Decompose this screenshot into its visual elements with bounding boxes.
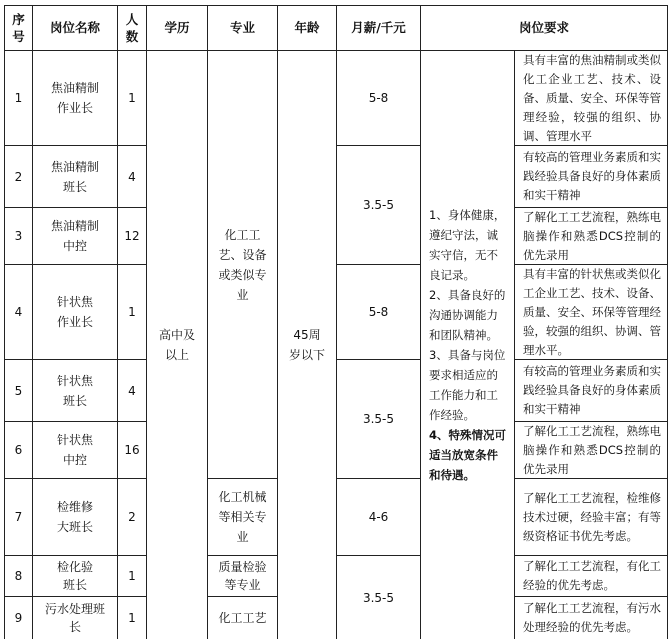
row5-count: 4: [128, 383, 136, 398]
row3-seq: 3: [14, 229, 23, 243]
header-salary: [337, 6, 420, 50]
header-requirements-label: 岗位要求: [518, 20, 569, 35]
header-seq-line1: 序: [12, 12, 25, 27]
major-quality: 质量检验等专业: [218, 560, 267, 592]
row7-seq: 7: [14, 510, 23, 524]
row6-name: 针状焦 中控: [56, 433, 93, 467]
major-chemical: 化工工艺: [218, 611, 267, 625]
col-border-count: [146, 5, 147, 639]
row9-seq: 9: [14, 611, 23, 625]
header-age: [278, 6, 336, 50]
general-item4: 4、特殊情况可适当放宽条件和待遇。: [429, 428, 507, 482]
row2-requirement: 有较高的管理业务素质和实践经验具备良好的身体素质和实干精神: [523, 150, 661, 202]
row3-name: 焦油精制 中控: [50, 219, 99, 253]
general-item1: 1、身体健康，遵纪守法，诚实守信，无不良记录。: [429, 208, 506, 282]
salary-row8-9: 3.5-5: [362, 590, 395, 605]
row4-count: 1: [128, 305, 136, 319]
row6-count: 16: [124, 443, 140, 457]
row5-seq: 5: [14, 383, 23, 398]
row8-seq: 8: [14, 569, 23, 583]
header-education: [147, 6, 207, 50]
salary-row7: 4-6: [368, 510, 389, 524]
row3-count: 12: [124, 229, 140, 243]
row6-requirement: 了解化工工艺流程，熟练电脑操作和熟悉DCS控制的优先录用: [523, 423, 661, 476]
row2-name: 焦油精制 班长: [50, 159, 99, 194]
row2-seq: 2: [14, 169, 23, 184]
general-item2: 2、具备良好的沟通协调能力和团队精神。: [429, 288, 506, 342]
education-cell: 高中及以上: [158, 328, 195, 362]
general-requirements: [421, 51, 514, 639]
age-cell: 45周岁以下: [289, 328, 326, 362]
row9-count: 1: [128, 611, 136, 625]
row3-requirement: 了解化工工艺流程，熟练电脑操作和熟悉DCS控制的优先录用: [523, 209, 661, 262]
header-salary-label: 月薪/千元: [351, 20, 406, 35]
header-count-line1: 人: [125, 12, 139, 27]
header-requirements: [421, 6, 667, 50]
general-item3: 3、具备与岗位要求相适应的工作能力和工作经验。: [429, 348, 506, 422]
major-machinery: 化工机械等相关专业: [218, 490, 267, 544]
row8-requirement: 了解化工工艺流程，有化工经验的优先考虑。: [523, 559, 661, 592]
row8-name: 检化验 班长: [56, 560, 93, 592]
row1-count: 1: [128, 91, 136, 105]
row5-name: 针状焦 班长: [56, 373, 93, 408]
header-major: [208, 6, 277, 50]
row7-count: 2: [128, 510, 136, 524]
header-seq-line2: 号: [12, 29, 25, 44]
row1-name: 焦油精制 作业长: [50, 81, 99, 115]
row7-name: 检维修 大班长: [56, 500, 93, 534]
header-seq: [5, 6, 32, 50]
row7-requirement: 了解化工工艺流程，检维修技术过硬，经验丰富；有等级资格证书优先考虑。: [523, 490, 661, 543]
header-age-label: 年龄: [294, 20, 320, 35]
row4-seq: 4: [14, 305, 23, 319]
row1-requirement: 具有丰富的焦油精制或类似化工企业工艺、技术、设备、质量、安全、环保等管理经验，较强的组织、协调、管理水平: [523, 52, 661, 143]
row8-count: 1: [128, 569, 136, 583]
header-position-label: 岗位名称: [49, 20, 100, 35]
salary-row1: 5-8: [368, 91, 389, 105]
header-count: [118, 6, 146, 50]
header-position: [33, 6, 117, 50]
row9-name: 污水处理班 长: [44, 602, 105, 634]
salary-row4: 5-8: [368, 305, 389, 319]
row5-requirement: 有较高的管理业务素质和实践经验具备良好的身体素质和实干精神: [523, 364, 661, 416]
salary-row5-6: 3.5-5: [362, 412, 395, 426]
col-border-major: [277, 5, 278, 639]
header-count-line2: 数: [125, 29, 139, 44]
header-education-label: 学历: [164, 20, 190, 35]
salary-row2-3: 3.5-5: [362, 198, 395, 212]
major-chemical-similar: 化工工艺、设备或类似专业: [218, 227, 267, 302]
row9-requirement: 了解化工工艺流程，有污水处理经验的优先考虑。: [523, 601, 661, 634]
row4-name: 针状焦 作业长: [56, 295, 93, 329]
col-border-right: [667, 5, 668, 639]
header-major-label: 专业: [229, 20, 255, 35]
row2-count: 4: [128, 169, 136, 184]
row1-seq: 1: [14, 91, 23, 105]
row6-seq: 6: [14, 443, 23, 457]
row4-requirement: 具有丰富的针状焦或类似化工企业工艺、技术、设备、质量、安全、环保等管理经验，较强的组织、协调、管理水平。: [523, 266, 661, 357]
